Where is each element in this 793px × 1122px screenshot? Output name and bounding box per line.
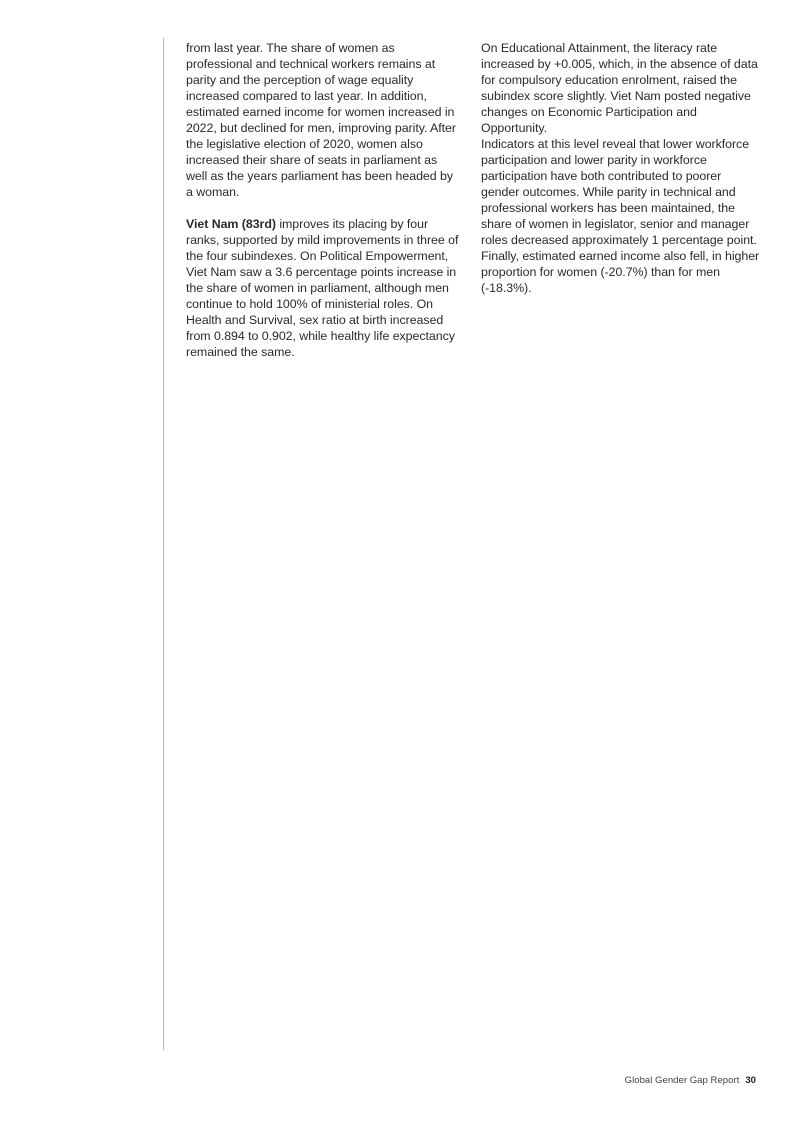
country-lead-viet-nam: Viet Nam (83rd) <box>186 217 276 231</box>
right-paragraph-1: On Educational Attainment, the literacy rate increased by +0.005, which, in the absence of data for compulsory education enrolment, raised the subindex score slightly. Viet Nam posted negative changes on Economic Participation and Opportunity. <box>481 41 758 135</box>
left-paragraph-2-body: improves its placing by four ranks, supported by mild improvements in three of the four subindexes. On Political Empowerment, Viet Nam saw a 3.6 percentage points increase in the share of women in parliament, although men continue to hold 100% of ministerial roles. On Health and Survival, sex ratio at birth increased from 0.894 to 0.902, while healthy life expectancy remained the same. <box>186 217 459 359</box>
page-footer <box>625 1075 756 1087</box>
margin-rule <box>163 38 164 1050</box>
left-column <box>186 40 461 376</box>
left-paragraph-2 <box>186 216 461 360</box>
right-paragraph-2: Indicators at this level reveal that lower workforce participation and lower parity in workforce participation have both contributed to poorer gender outcomes. While parity in technical and professional workers has been maintained, the share of women in legislator, senior and manager roles decreased approximately 1 percentage point. Finally, estimated earned income also fell, in higher proportion for women (-20.7%) than for men (-18.3%). <box>481 137 760 295</box>
footer-report-title: Global Gender Gap Report <box>624 1075 740 1086</box>
page-number: 30 <box>745 1075 756 1086</box>
left-paragraph-1: from last year. The share of women as professional and technical workers remains at parity and the perception of wage equality increased compared to last year. In addition, estimated earned income for women increased in 2022, but declined for men, improving parity. After the legislative election of 2020, women also increased their share of seats in parliament as well as the years parliament has been headed by a woman. <box>186 41 456 199</box>
right-column <box>481 40 761 296</box>
